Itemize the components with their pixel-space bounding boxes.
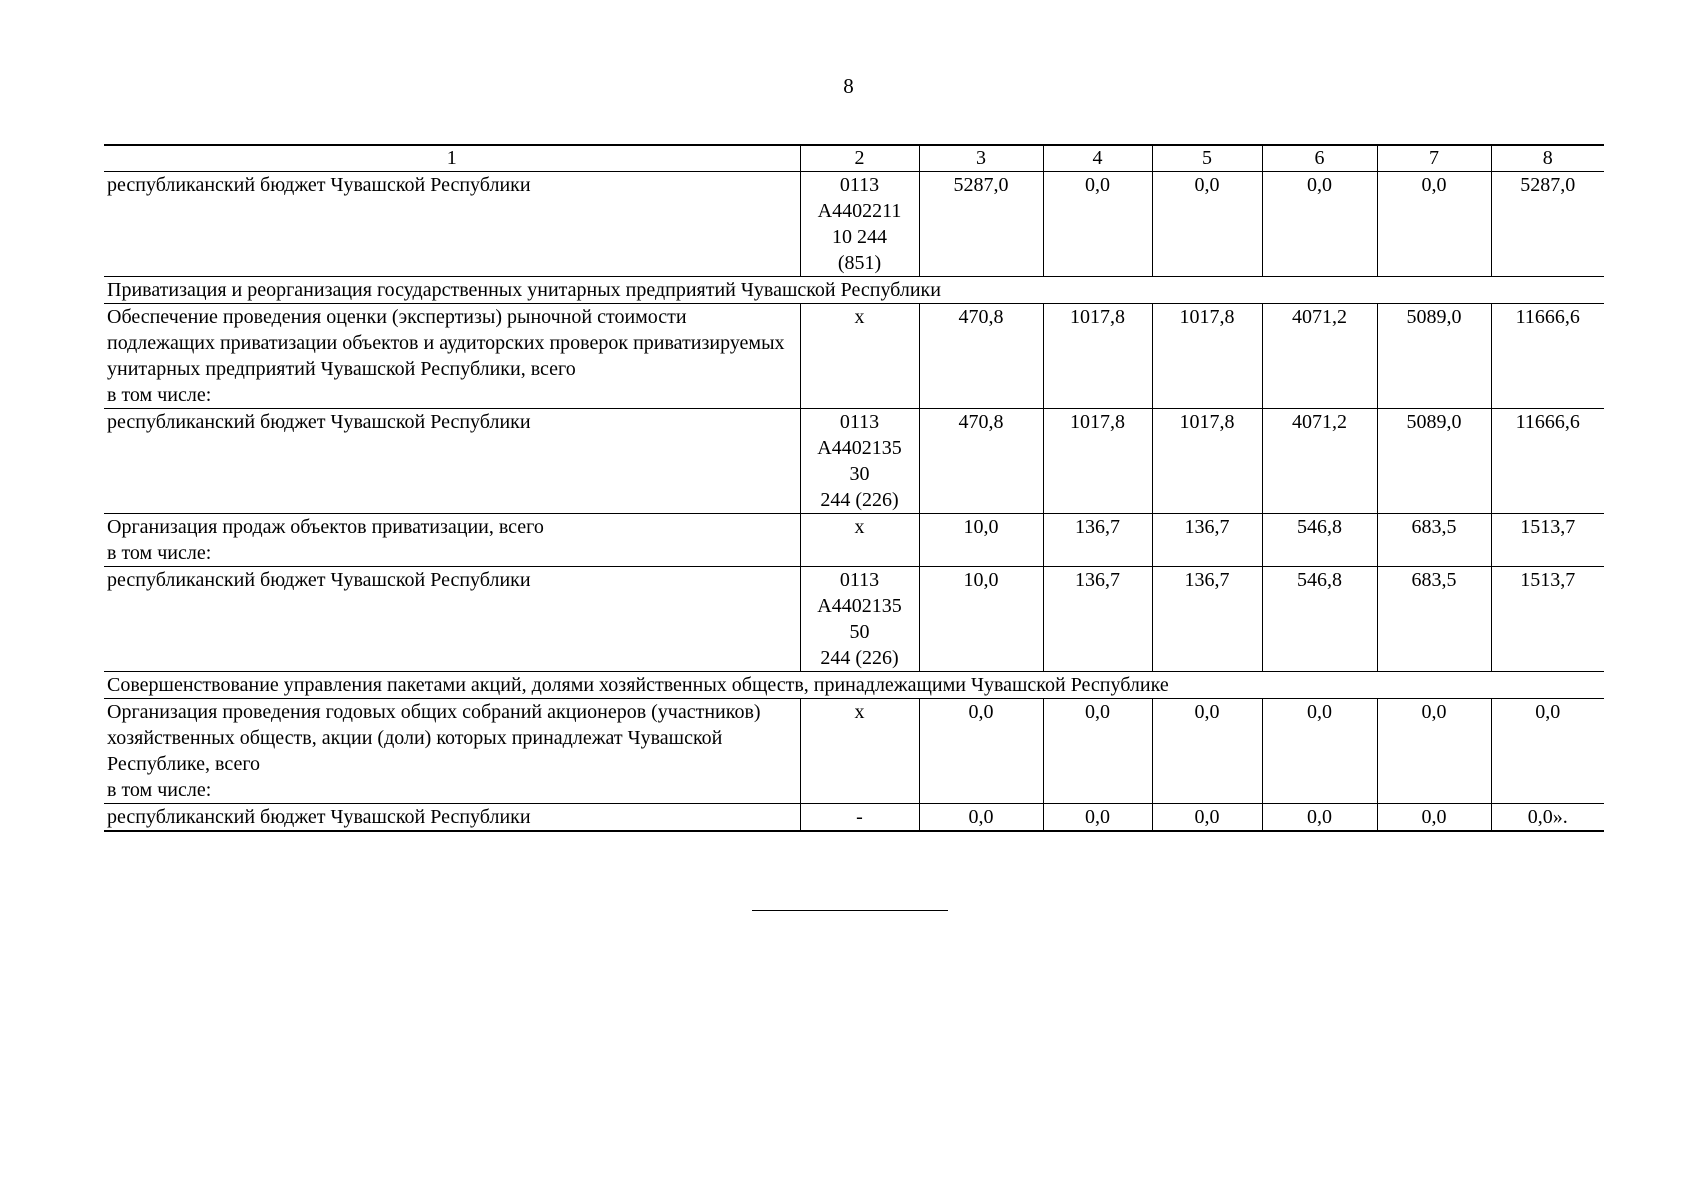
value-cell: 5287,0 [1491, 172, 1604, 277]
budget-code-line: 0113 [839, 569, 880, 591]
section-title: Совершенствование управления пакетами акций, долями хозяйственных обществ, принадлежащими Чувашской Республике [104, 672, 1604, 699]
budget-code-line: 244 (226) [820, 647, 899, 669]
value-cell: 546,8 [1262, 514, 1377, 567]
value-cell: 0,0». [1491, 804, 1604, 832]
value-cell: 0,0 [1377, 699, 1491, 804]
value-cell: 0,0 [1043, 699, 1152, 804]
item-name-cell [104, 514, 800, 567]
column-header: 2 [800, 145, 919, 172]
budget-code-line: А4402135 [817, 437, 902, 459]
value-cell: 0,0 [1377, 804, 1491, 832]
budget-code-cell [800, 514, 919, 567]
budget-code-cell [800, 567, 919, 672]
value-cell: 0,0 [919, 699, 1043, 804]
value-cell: 683,5 [1377, 514, 1491, 567]
value-cell: 5089,0 [1377, 409, 1491, 514]
value-cell: 1017,8 [1043, 409, 1152, 514]
item-name-line: в том числе: [107, 384, 212, 406]
budget-code-cell [800, 804, 919, 832]
value-cell: 0,0 [1262, 172, 1377, 277]
item-name-line: Организация продаж объектов приватизации, всего [107, 516, 544, 538]
value-cell: 0,0 [1152, 699, 1262, 804]
value-cell: 0,0 [1152, 172, 1262, 277]
value-cell: 10,0 [919, 514, 1043, 567]
column-header: 7 [1377, 145, 1491, 172]
budget-code-line: А4402211 [817, 200, 902, 222]
budget-code-line: 30 [849, 463, 870, 485]
table-row [104, 172, 1604, 277]
budget-code-line: 0113 [839, 411, 880, 433]
column-header: 4 [1043, 145, 1152, 172]
value-cell: 4071,2 [1262, 304, 1377, 409]
value-cell: 0,0 [1491, 699, 1604, 804]
budget-code-line: х [854, 516, 865, 538]
budget-code-line: 50 [849, 621, 870, 643]
budget-code-cell [800, 172, 919, 277]
value-cell: 1513,7 [1491, 567, 1604, 672]
value-cell: 136,7 [1152, 567, 1262, 672]
value-cell: 0,0 [1262, 699, 1377, 804]
item-name-cell [104, 567, 800, 672]
value-cell: 136,7 [1043, 514, 1152, 567]
item-name-line: в том числе: [107, 542, 212, 564]
value-cell: 1017,8 [1152, 409, 1262, 514]
budget-code-line: 244 (226) [820, 489, 899, 511]
value-cell: 11666,6 [1491, 304, 1604, 409]
value-cell: 136,7 [1152, 514, 1262, 567]
budget-code-line: х [854, 701, 865, 723]
table-row [104, 409, 1604, 514]
item-name-cell [104, 409, 800, 514]
budget-code-line: (851) [837, 252, 882, 274]
budget-code-line: А4402135 [817, 595, 902, 617]
table-row [104, 804, 1604, 832]
item-name-line: в том числе: [107, 779, 212, 801]
value-cell: 470,8 [919, 304, 1043, 409]
section-row [104, 672, 1604, 699]
budget-code-cell [800, 409, 919, 514]
value-cell: 0,0 [1043, 172, 1152, 277]
value-cell: 1513,7 [1491, 514, 1604, 567]
item-name-line: Обеспечение проведения оценки (экспертизы) рыночной стоимости подлежащих приватизации объектов и аудиторских проверок приватизируемых унитарных предприятий Чувашской Республики, всего [107, 306, 785, 380]
value-cell: 683,5 [1377, 567, 1491, 672]
budget-code-line: 10 244 [832, 226, 887, 248]
column-header: 5 [1152, 145, 1262, 172]
table-row [104, 567, 1604, 672]
value-cell: 0,0 [1043, 804, 1152, 832]
budget-code-line: 0113 [839, 174, 880, 196]
value-cell: 11666,6 [1491, 409, 1604, 514]
item-name-cell [104, 699, 800, 804]
value-cell: 0,0 [1152, 804, 1262, 832]
value-cell: 546,8 [1262, 567, 1377, 672]
item-name-line: республиканский бюджет Чувашской Республики [107, 174, 531, 196]
budget-code-cell [800, 304, 919, 409]
column-header: 6 [1262, 145, 1377, 172]
footer-divider [752, 910, 948, 911]
column-header: 1 [104, 145, 800, 172]
budget-table [104, 144, 1604, 832]
value-cell: 4071,2 [1262, 409, 1377, 514]
column-header: 3 [919, 145, 1043, 172]
table-row [104, 304, 1604, 409]
value-cell: 0,0 [1262, 804, 1377, 832]
item-name-line: республиканский бюджет Чувашской Республики [107, 411, 531, 433]
table-row [104, 514, 1604, 567]
column-number-row [104, 145, 1604, 172]
value-cell: 470,8 [919, 409, 1043, 514]
value-cell: 1017,8 [1152, 304, 1262, 409]
item-name-line: республиканский бюджет Чувашской Республики [107, 806, 531, 828]
value-cell: 136,7 [1043, 567, 1152, 672]
item-name-cell [104, 804, 800, 832]
value-cell: 10,0 [919, 567, 1043, 672]
table-row [104, 699, 1604, 804]
item-name-line: Организация проведения годовых общих собраний акционеров (участников) хозяйственных обществ, акции (доли) которых принадлежат Чувашской Республике, всего [107, 701, 761, 775]
section-row [104, 277, 1604, 304]
budget-code-cell [800, 699, 919, 804]
item-name-line: республиканский бюджет Чувашской Республики [107, 569, 531, 591]
value-cell: 0,0 [919, 804, 1043, 832]
column-header: 8 [1491, 145, 1604, 172]
budget-code-line: - [856, 806, 863, 828]
item-name-cell [104, 304, 800, 409]
value-cell: 5287,0 [919, 172, 1043, 277]
table-body [104, 145, 1604, 831]
section-title: Приватизация и реорганизация государственных унитарных предприятий Чувашской Республики [104, 277, 1604, 304]
value-cell: 5089,0 [1377, 304, 1491, 409]
item-name-cell [104, 172, 800, 277]
page-number: 8 [843, 74, 854, 98]
value-cell: 0,0 [1377, 172, 1491, 277]
value-cell: 1017,8 [1043, 304, 1152, 409]
budget-code-line: х [854, 306, 865, 328]
